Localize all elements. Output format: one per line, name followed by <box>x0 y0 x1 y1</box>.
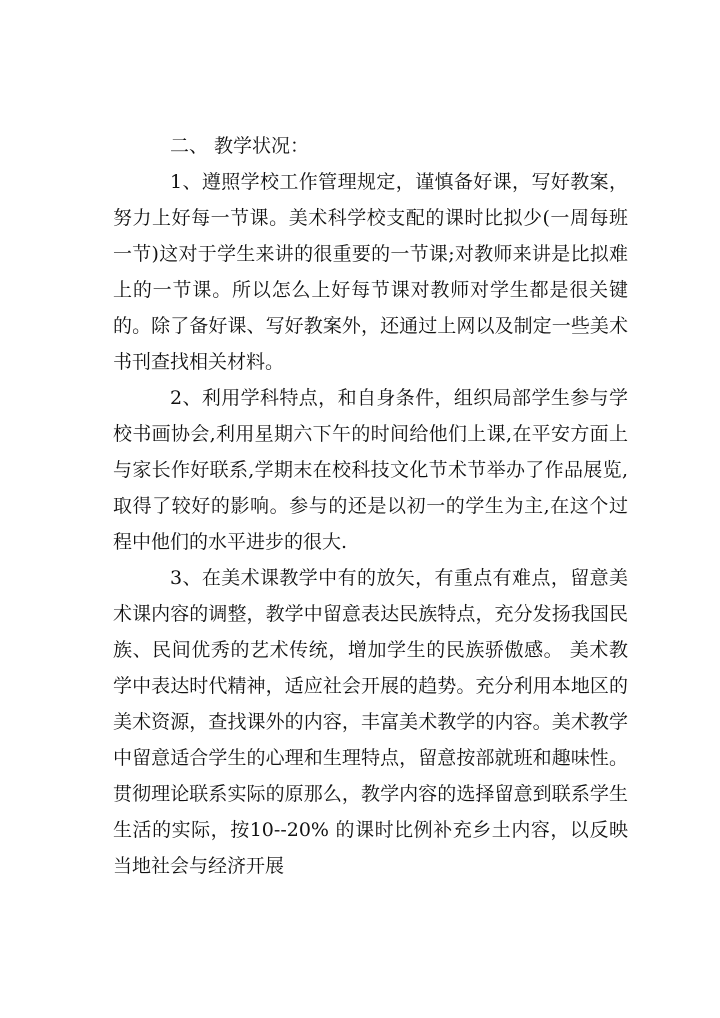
paragraph-2: 2、利用学科特点，和自身条件，组织局部学生参与学校书画协会,利用星期六下午的时间给他们上课,在平安方面上与家长作好联系,学期末在校科技文化节术节举办了作品展览,取得了较好的影响。参与的还是以初一的学生为主,在这个过程中他们的水平进步的很大. <box>113 387 628 553</box>
paragraph-1: 1、遵照学校工作管理规定，谨慎备好课，写好教案，努力上好每一节课。美术科学校支配的课时比拟少(一周每班一节)这对于学生来讲的很重要的一节课;对教师来讲是比拟难上的一节课。所以怎么上好每节课对教师对学生都是很关键的。除了备好课、写好教案外，还通过上网以及制定一些美术书刊查找相关材料。 <box>113 171 628 373</box>
section-heading: 二、 教学状况： <box>170 135 310 157</box>
document-body <box>113 128 628 884</box>
paragraph-3: 3、在美术课教学中有的放矢，有重点有难点，留意美术课内容的调整，教学中留意表达民族特点，充分发扬我国民族、民间优秀的艺术传统，增加学生的民族骄傲感。 美术教学中表达时代精神，适应社会开展的趋势。充分利用本地区的美术资源，查找课外的内容，丰富美术教学的内容。美术教学中留意适合学生的心理和生理特点，留意按部就班和趣味性。贯彻理论联系实际的原那么，教学内容的选择留意到联系学生生活的实际，按10--20% 的课时比例补充乡土内容，以反映当地社会与经济开展 <box>113 567 628 877</box>
